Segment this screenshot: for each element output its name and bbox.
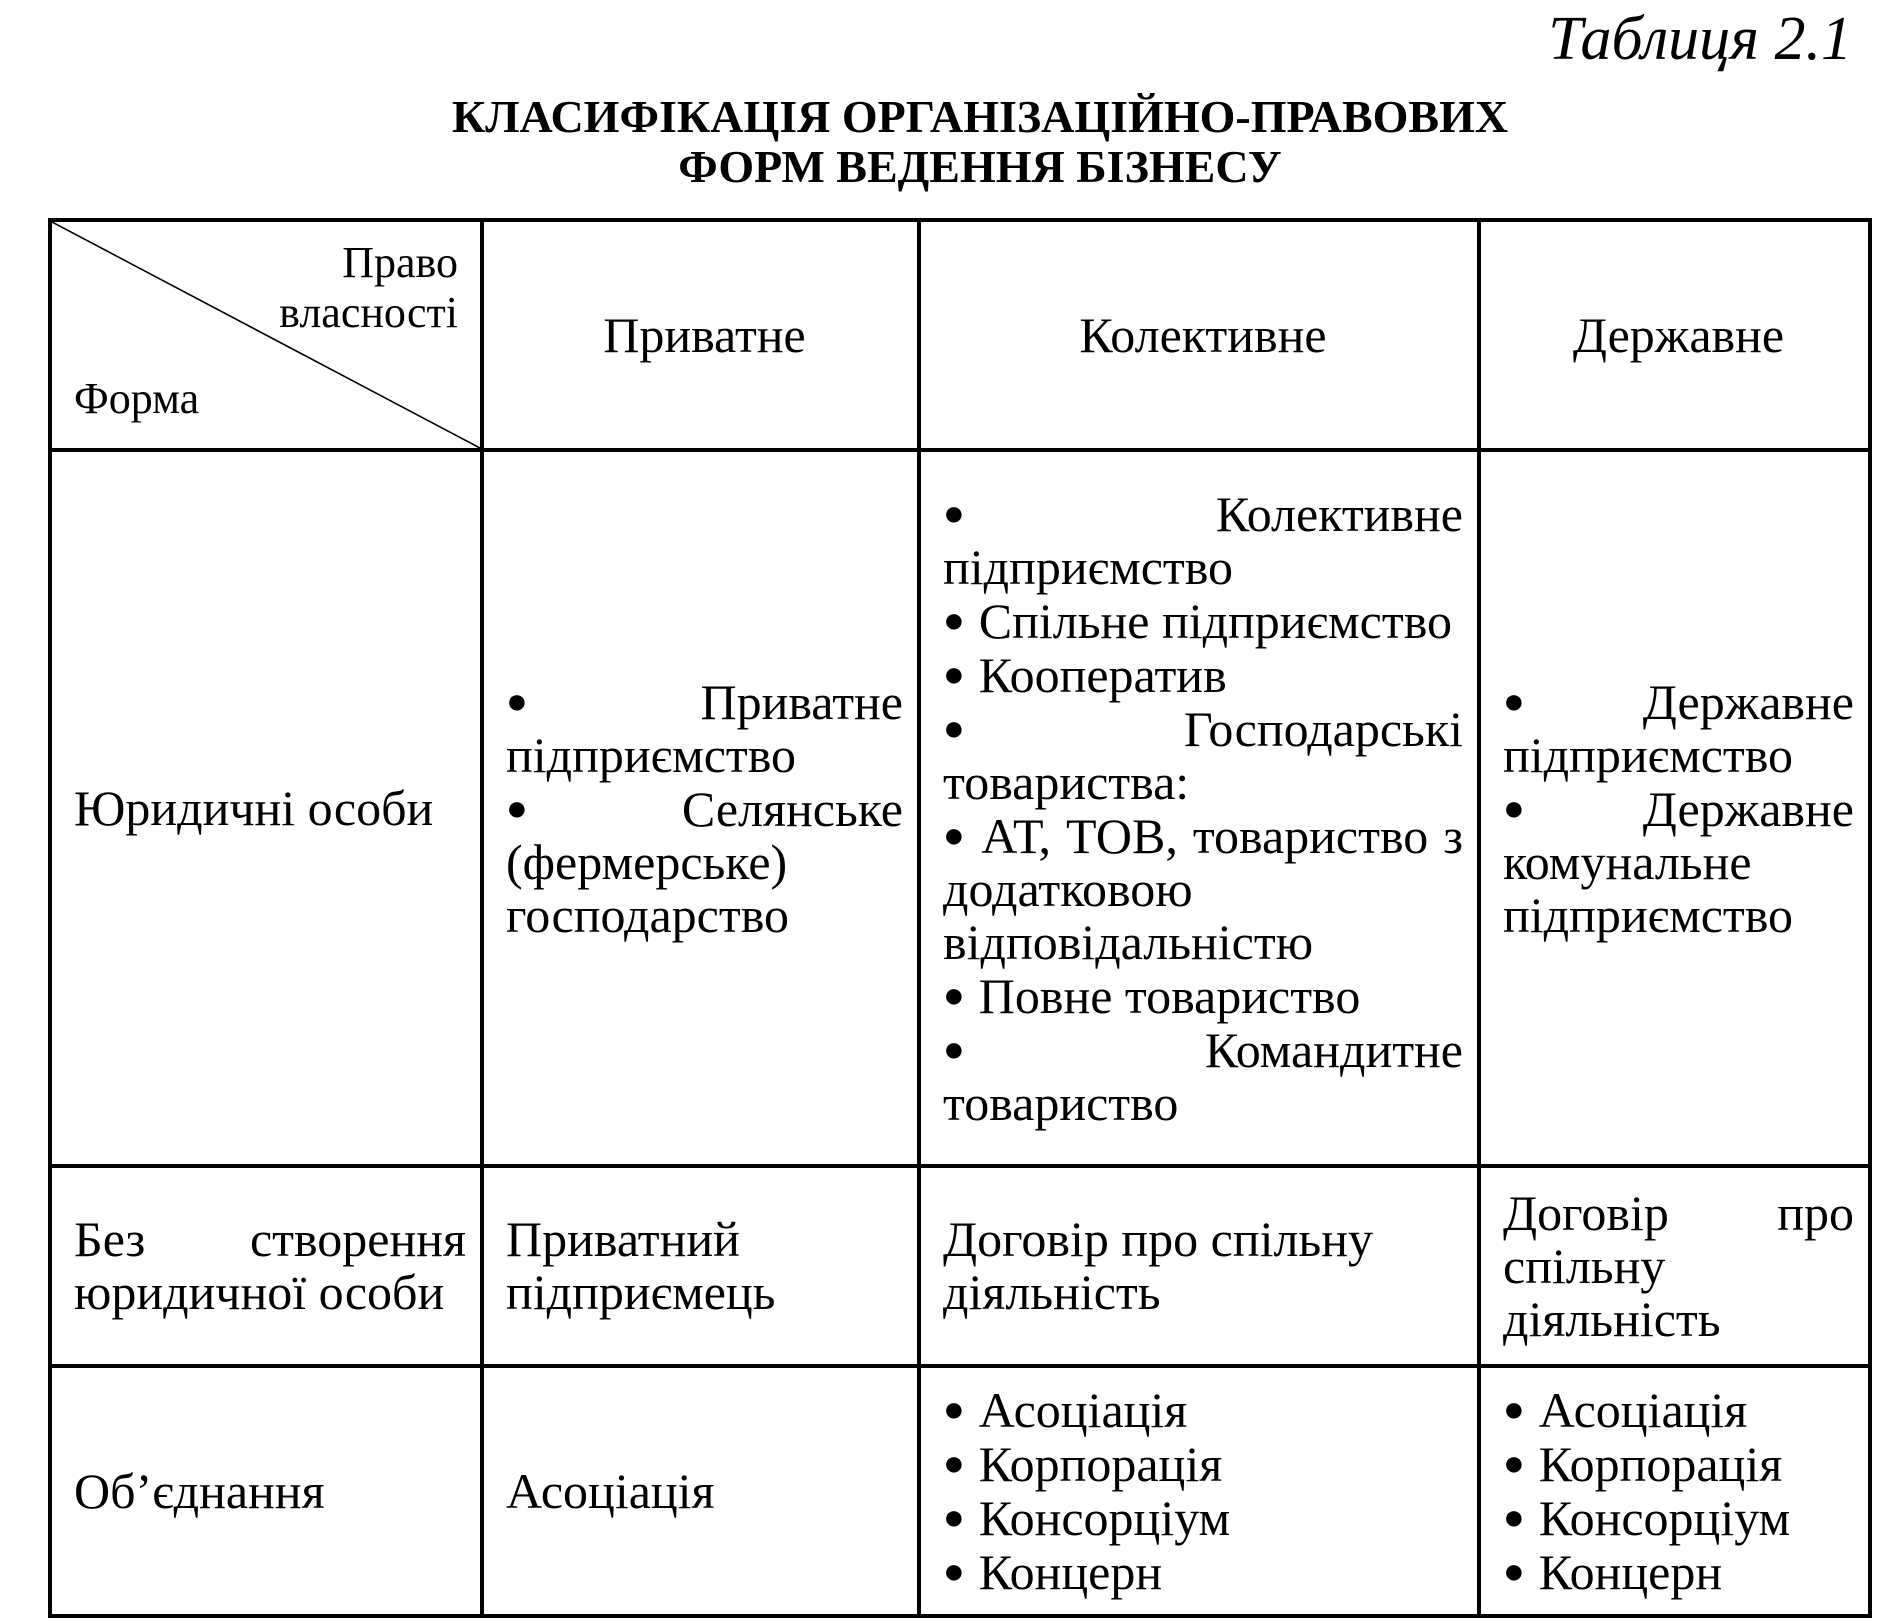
title-line-2: ФОРМ ВЕДЕННЯ БІЗНЕСУ bbox=[678, 141, 1282, 192]
list-item bbox=[943, 1545, 1463, 1599]
table-title bbox=[0, 92, 1900, 192]
row-label-legal-entities: Юридичні особи bbox=[50, 450, 482, 1166]
list-item-text: Державне підприємство bbox=[1503, 673, 1854, 783]
list-item bbox=[1503, 1545, 1854, 1599]
bullet-icon: ● bbox=[943, 1551, 965, 1591]
list-item bbox=[1503, 1491, 1854, 1545]
list-item-text: Консорціум bbox=[1538, 1490, 1791, 1546]
list-item bbox=[943, 1491, 1463, 1545]
column-header-collective: Колективне bbox=[919, 220, 1479, 450]
bullet-icon: ● bbox=[1503, 680, 1629, 721]
list-item bbox=[943, 1383, 1463, 1437]
ownership-label-line-1: Право bbox=[342, 238, 458, 287]
cell-without-state: Договір про спільну діяльність bbox=[1479, 1166, 1870, 1366]
list-item-text: Приватне підприємство bbox=[506, 673, 903, 783]
bullet-icon: ● bbox=[1503, 1389, 1525, 1429]
list-item-text: Консорціум bbox=[978, 1490, 1231, 1546]
list-item bbox=[943, 702, 1463, 809]
row-legal-entities bbox=[50, 450, 1870, 1166]
list-item-text: Концерн bbox=[1538, 1544, 1723, 1600]
cell-without-collective: Договір про спільну діяльність bbox=[919, 1166, 1479, 1366]
bullet-icon: ● bbox=[1503, 1443, 1525, 1483]
list-item-text: Кооператив bbox=[978, 646, 1227, 703]
list-item-text: Корпорація bbox=[1538, 1436, 1783, 1492]
list-item bbox=[943, 809, 1463, 969]
list-item bbox=[1503, 1383, 1854, 1437]
list-item bbox=[943, 1437, 1463, 1491]
list-item-text: Селянське (фермерське) господарство bbox=[506, 780, 903, 943]
ownership-label bbox=[279, 238, 458, 338]
list-item bbox=[506, 782, 903, 942]
bullet-icon: ● bbox=[943, 974, 965, 1015]
list-item-text: Корпорація bbox=[978, 1436, 1223, 1492]
list-item-text: Концерн bbox=[978, 1544, 1163, 1600]
bullet-icon: ● bbox=[943, 492, 1202, 533]
column-header-private: Приватне bbox=[482, 220, 919, 450]
cell-legal-collective bbox=[919, 450, 1479, 1166]
bullet-icon: ● bbox=[943, 1389, 965, 1429]
bullet-icon: ● bbox=[943, 814, 968, 855]
cell-assoc-state bbox=[1479, 1366, 1870, 1616]
bullet-icon: ● bbox=[1503, 1551, 1525, 1591]
list-item bbox=[1503, 1437, 1854, 1491]
ownership-label-line-2: власності bbox=[279, 288, 458, 337]
list-item bbox=[943, 1023, 1463, 1130]
row-label-without-legal-entity: Без створення юридичної особи bbox=[50, 1166, 482, 1366]
bullet-icon: ● bbox=[943, 707, 1170, 748]
column-header-state: Державне bbox=[1479, 220, 1870, 450]
list-item bbox=[1503, 675, 1854, 782]
bullet-icon: ● bbox=[506, 680, 687, 721]
list-item-text: Асоціація bbox=[1538, 1382, 1748, 1438]
bullet-icon: ● bbox=[943, 1028, 1191, 1069]
classification-table bbox=[48, 218, 1872, 1618]
title-line-1: КЛАСИФІКАЦІЯ ОРГАНІЗАЦІЙНО-ПРАВОВИХ bbox=[451, 91, 1509, 142]
list-item-text: Спільне підприємство bbox=[978, 592, 1452, 649]
list-item bbox=[1503, 782, 1854, 942]
row-associations bbox=[50, 1366, 1870, 1616]
cell-assoc-private: Асоціація bbox=[482, 1366, 919, 1616]
list-item bbox=[506, 675, 903, 782]
cell-assoc-collective bbox=[919, 1366, 1479, 1616]
bullet-icon: ● bbox=[943, 599, 965, 640]
bullet-icon: ● bbox=[943, 1443, 965, 1483]
bullet-icon: ● bbox=[506, 787, 668, 828]
cell-without-private: Приватний підприємець bbox=[482, 1166, 919, 1366]
list-item-text: Колективне підприємство bbox=[943, 485, 1463, 595]
row-label-associations: Об’єднання bbox=[50, 1366, 482, 1616]
corner-header-cell bbox=[50, 220, 482, 450]
bullet-icon: ● bbox=[1503, 1497, 1525, 1537]
bullet-icon: ● bbox=[1503, 787, 1629, 828]
form-label: Форма bbox=[74, 374, 200, 423]
list-item bbox=[943, 487, 1463, 594]
list-item-text: Господарські товариства: bbox=[943, 700, 1463, 810]
row-without-legal-entity bbox=[50, 1166, 1870, 1366]
list-item-text: Повне товариство bbox=[978, 967, 1361, 1024]
list-item bbox=[943, 969, 1463, 1023]
bullet-icon: ● bbox=[943, 1497, 965, 1537]
bullet-icon: ● bbox=[943, 653, 965, 694]
cell-legal-private bbox=[482, 450, 919, 1166]
table-number: Таблиця 2.1 bbox=[1548, 5, 1852, 73]
list-item bbox=[943, 594, 1463, 648]
list-item-text: Командитне товариство bbox=[943, 1021, 1463, 1131]
list-item-text: Асоціація bbox=[978, 1382, 1188, 1438]
list-item bbox=[943, 648, 1463, 702]
list-item-text: АТ, ТОВ, товариство з додатковою відповідальністю bbox=[943, 807, 1463, 970]
cell-legal-state bbox=[1479, 450, 1870, 1166]
header-row bbox=[50, 220, 1870, 450]
list-item-text: Державне комунальне підприємство bbox=[1503, 780, 1854, 943]
